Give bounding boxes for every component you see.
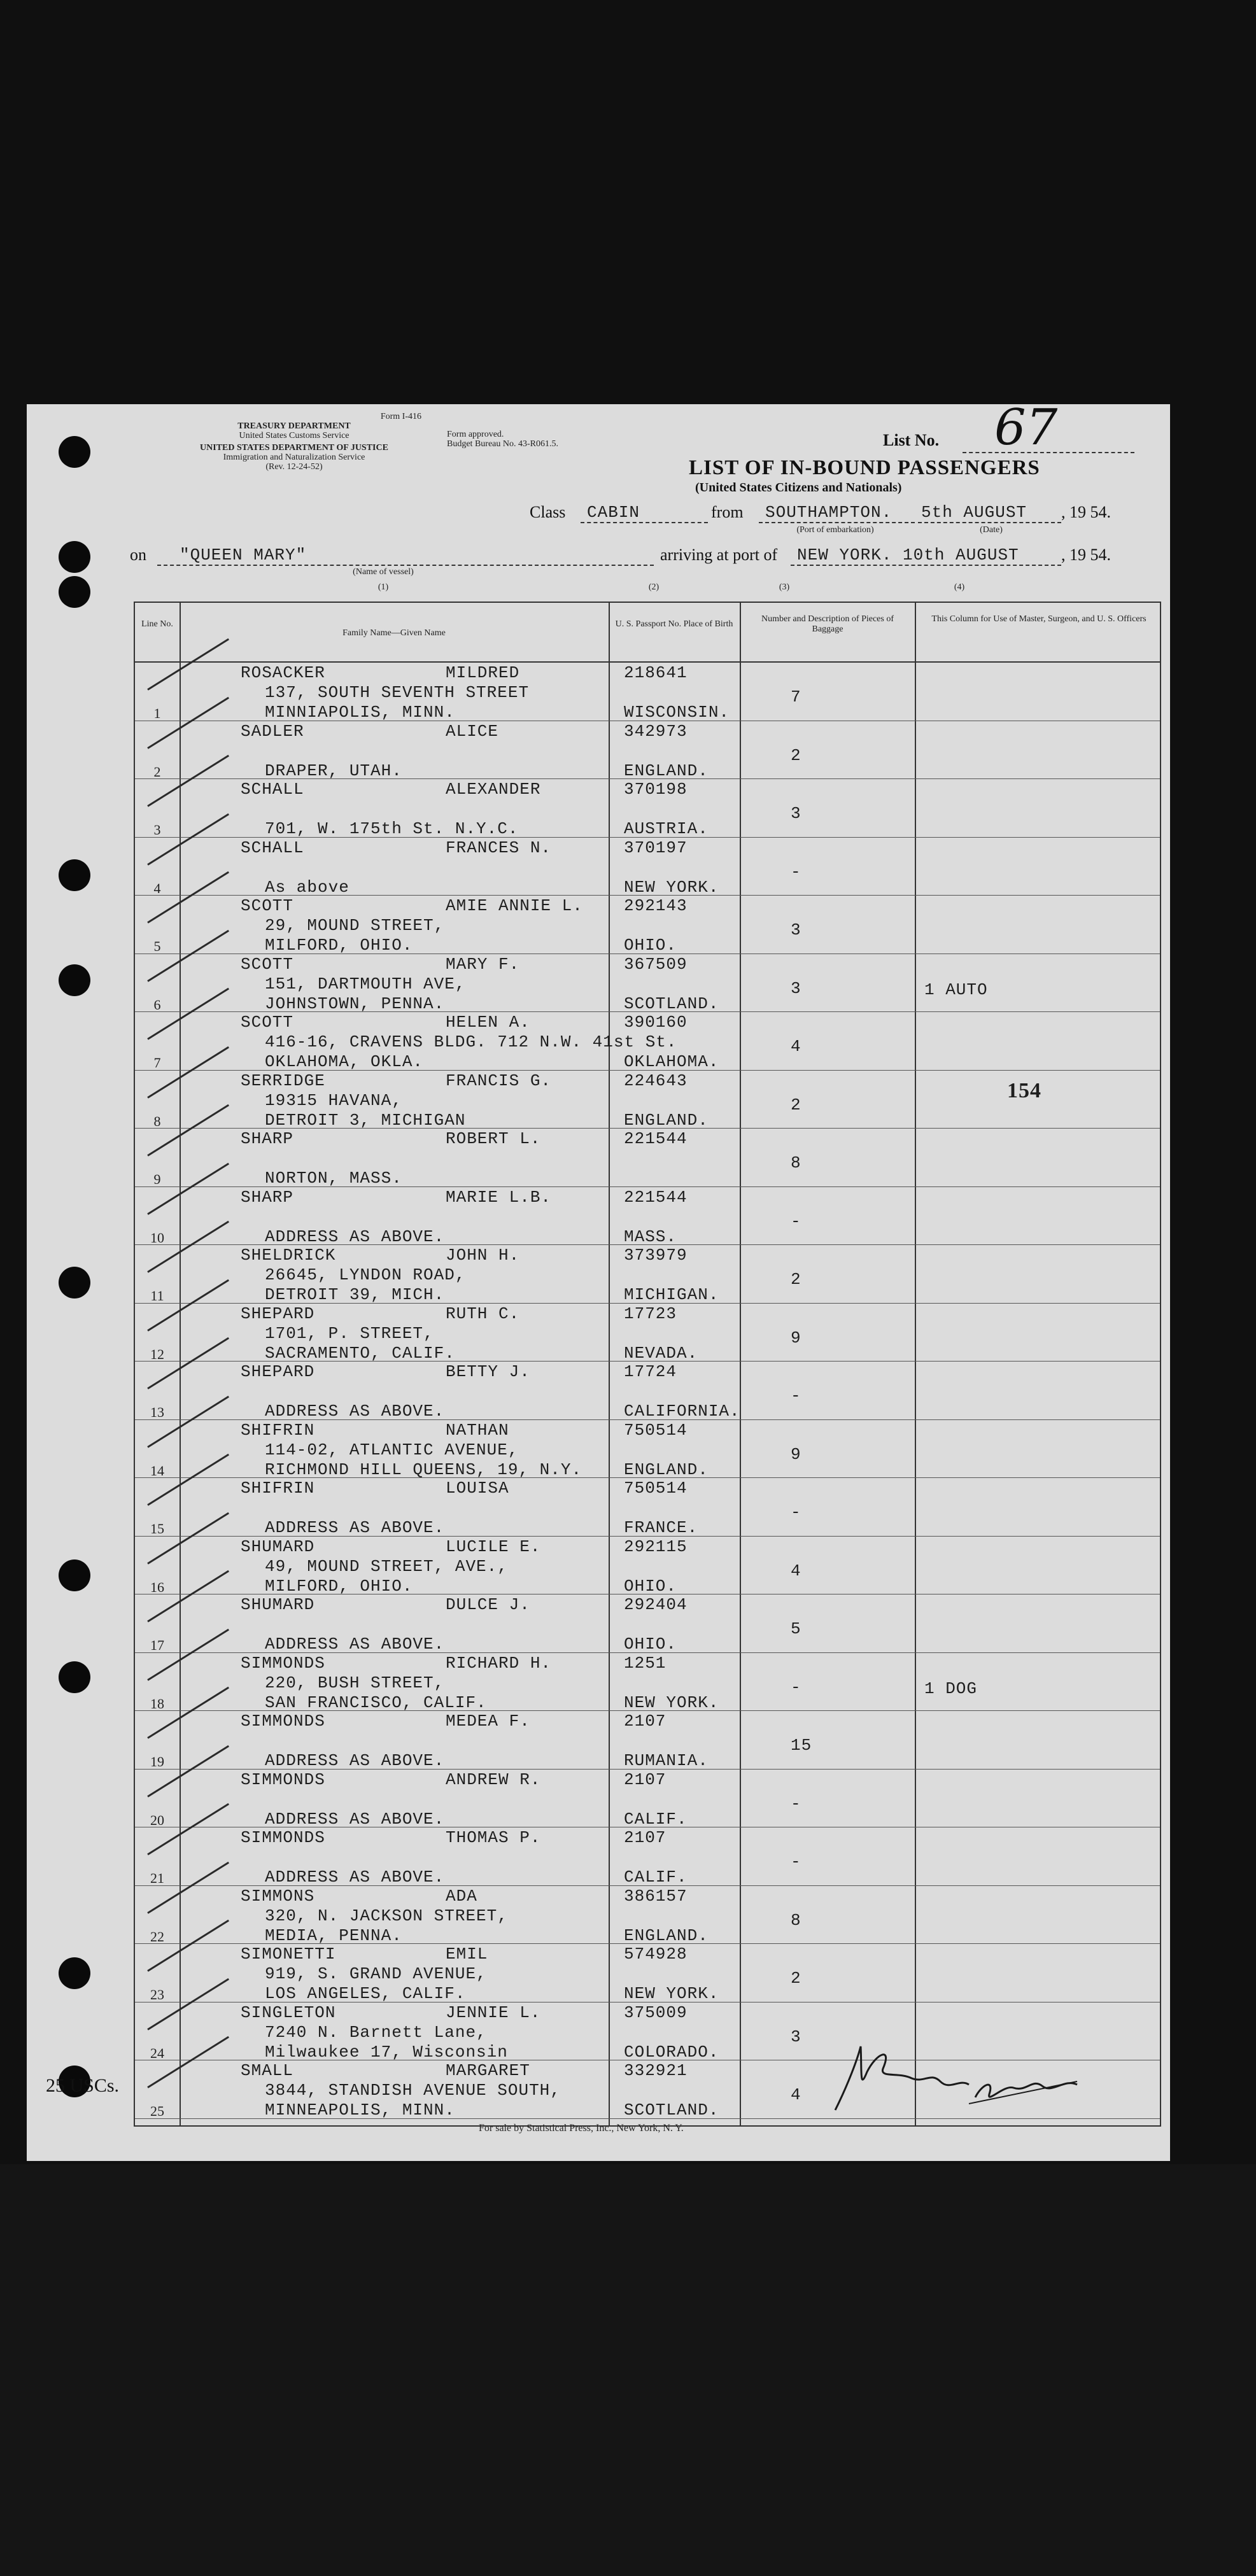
budget-bureau: Budget Bureau No. 43-R061.5. xyxy=(447,439,558,449)
col-head-line-no: Line No. xyxy=(141,619,173,629)
line-number: 15 xyxy=(150,1521,164,1537)
line-number: 23 xyxy=(150,1987,164,2002)
place-of-birth: OHIO. xyxy=(624,1635,677,1654)
row-rule xyxy=(135,1536,1160,1537)
address-line-1: 1701, P. STREET, xyxy=(265,1323,434,1343)
place-of-birth: CALIF. xyxy=(624,1809,688,1829)
passport-number: 292115 xyxy=(624,1537,688,1556)
given-name: FRANCIS G. xyxy=(446,1071,552,1090)
printer-credit: For sale by Statistical Press, Inc., New York, N. Y. xyxy=(479,2123,684,2134)
baggage-count: 15 xyxy=(791,1736,812,1755)
passport-number: 750514 xyxy=(624,1420,688,1440)
given-name: JENNIE L. xyxy=(446,2002,541,2022)
address-line-1: 29, MOUND STREET, xyxy=(265,916,445,935)
punch-hole xyxy=(59,541,90,573)
row-rule xyxy=(135,1011,1160,1012)
table-row xyxy=(135,1071,1160,1130)
surname: SHARP xyxy=(241,1129,294,1148)
table-row xyxy=(135,1712,1160,1770)
surname: SHIFRIN xyxy=(241,1420,315,1440)
passport-number: 2107 xyxy=(624,1770,667,1789)
address-line-1: 19315 HAVANA, xyxy=(265,1090,402,1110)
given-name: MARIE L.B. xyxy=(446,1187,552,1207)
col-marker-1: (1) xyxy=(378,582,389,592)
passport-number: 375009 xyxy=(624,2002,688,2022)
row-rule xyxy=(135,1885,1160,1886)
passport-number: 750514 xyxy=(624,1479,688,1498)
arrival-underline xyxy=(791,565,1061,566)
arriving-label: arriving at port of xyxy=(660,545,778,564)
class-label: Class xyxy=(530,503,566,521)
place-of-birth: NEVADA. xyxy=(624,1343,698,1363)
surname: SIMMONDS xyxy=(241,1653,325,1673)
line-number: 7 xyxy=(153,1055,161,1071)
given-name: ALEXANDER xyxy=(446,780,541,799)
given-name: FRANCES N. xyxy=(446,838,552,857)
port-caption: (Port of embarkation) xyxy=(796,525,874,535)
place-of-birth: CALIF. xyxy=(624,1868,688,1887)
passport-number: 224643 xyxy=(624,1071,688,1090)
punch-hole xyxy=(59,436,90,468)
given-name: LUCILE E. xyxy=(446,1537,541,1556)
line-number: 4 xyxy=(153,880,161,896)
list-no-value: 67 xyxy=(994,399,1058,456)
row-rule xyxy=(135,778,1160,779)
table-row xyxy=(135,780,1160,838)
address-line-2: LOS ANGELES, CALIF. xyxy=(265,1984,466,2003)
place-of-birth: OHIO. xyxy=(624,1576,677,1596)
col-head-passport: U. S. Passport No. Place of Birth xyxy=(615,619,733,629)
baggage-count: 3 xyxy=(791,804,801,823)
col-head-name: Family Name—Given Name xyxy=(342,628,446,638)
table-row xyxy=(135,1887,1160,1945)
surname: SIMMONDS xyxy=(241,1770,325,1789)
surname: SINGLETON xyxy=(241,2002,336,2022)
given-name: ADA xyxy=(446,1886,477,1906)
line-number: 5 xyxy=(153,938,161,954)
date-caption: (Date) xyxy=(980,525,1003,535)
baggage-count: 2 xyxy=(791,1270,801,1289)
officer-remark: 1 DOG xyxy=(924,1679,978,1698)
baggage-count: 3 xyxy=(791,978,801,998)
surname: SHUMARD xyxy=(241,1537,315,1556)
officer-remark: 154 xyxy=(1007,1078,1041,1102)
address-line-2: ADDRESS AS ABOVE. xyxy=(265,1868,445,1887)
punch-hole xyxy=(59,1661,90,1693)
address-line-1: 26645, LYNDON ROAD, xyxy=(265,1265,466,1284)
address-line-2: DRAPER, UTAH. xyxy=(265,761,402,780)
passport-number: 2107 xyxy=(624,1712,667,1731)
address-line-1: 137, SOUTH SEVENTH STREET xyxy=(265,683,530,702)
baggage-count: 3 xyxy=(791,920,801,940)
given-name: RICHARD H. xyxy=(446,1653,552,1673)
surname: SMALL xyxy=(241,2061,294,2080)
surname: SCOTT xyxy=(241,954,294,974)
address-line-2: 701, W. 175th St. N.Y.C. xyxy=(265,819,519,838)
table-row xyxy=(135,1654,1160,1712)
row-rule xyxy=(135,1943,1160,1944)
col-marker-3: (3) xyxy=(779,582,790,592)
surname: SHELDRICK xyxy=(241,1246,336,1265)
table-row xyxy=(135,1013,1160,1071)
given-name: EMIL xyxy=(446,1945,488,1964)
address-line-2: ADDRESS AS ABOVE. xyxy=(265,1402,445,1421)
line-number: 1 xyxy=(153,705,161,721)
surname: SHEPARD xyxy=(241,1304,315,1323)
surname: SHIFRIN xyxy=(241,1479,315,1498)
address-line-2: MEDIA, PENNA. xyxy=(265,1925,402,1945)
passport-number: 221544 xyxy=(624,1187,688,1207)
table-row xyxy=(135,1421,1160,1479)
baggage-count: 5 xyxy=(791,1619,801,1638)
table-row xyxy=(135,722,1160,780)
baggage-count: 4 xyxy=(791,2085,801,2104)
year-2: , 19 54. xyxy=(1061,545,1111,564)
baggage-count: 2 xyxy=(791,1969,801,1988)
place-of-birth: RUMANIA. xyxy=(624,1751,709,1770)
given-name: ALICE xyxy=(446,721,499,741)
baggage-count: - xyxy=(791,1211,801,1231)
punch-hole xyxy=(59,1957,90,1989)
row-rule xyxy=(135,837,1160,838)
line-number: 16 xyxy=(150,1579,164,1595)
place-of-birth: MASS. xyxy=(624,1227,677,1246)
given-name: HELEN A. xyxy=(446,1013,530,1032)
place-of-birth: NEW YORK. xyxy=(624,1984,719,2003)
embarkation-date: 5th AUGUST xyxy=(921,503,1027,522)
line-number: 14 xyxy=(150,1462,164,1479)
address-line-1: 919, S. GRAND AVENUE, xyxy=(265,1964,487,1983)
place-of-birth: MICHIGAN. xyxy=(624,1285,719,1304)
address-line-2: DETROIT 39, MICH. xyxy=(265,1285,445,1304)
address-line-2: ADDRESS AS ABOVE. xyxy=(265,1635,445,1654)
address-line-2: ADDRESS AS ABOVE. xyxy=(265,1751,445,1770)
passport-number: 574928 xyxy=(624,1945,688,1964)
given-name: JOHN H. xyxy=(446,1246,520,1265)
line-number: 17 xyxy=(150,1637,164,1653)
row-rule xyxy=(135,1419,1160,1420)
page-title: LIST OF IN-BOUND PASSENGERS xyxy=(689,456,1040,479)
baggage-count: - xyxy=(791,1852,801,1871)
justice-dept: UNITED STATES DEPARTMENT OF JUSTICE xyxy=(200,443,388,453)
table-row xyxy=(135,1595,1160,1654)
baggage-count: 2 xyxy=(791,745,801,765)
year-1: , 19 54. xyxy=(1061,503,1111,521)
scan-lower-band xyxy=(0,2164,1256,2576)
place-of-birth: ENGLAND. xyxy=(624,1925,709,1945)
line-number: 10 xyxy=(150,1229,164,1246)
place-of-birth: OHIO. xyxy=(624,936,677,955)
baggage-count: 9 xyxy=(791,1328,801,1348)
table-row xyxy=(135,1129,1160,1188)
address-line-2: MILFORD, OHIO. xyxy=(265,936,413,955)
punch-hole xyxy=(59,1559,90,1591)
passport-number: 221544 xyxy=(624,1129,688,1148)
place-of-birth: WISCONSIN. xyxy=(624,703,730,722)
place-of-birth: ENGLAND. xyxy=(624,761,709,780)
given-name: MILDRED xyxy=(446,663,520,682)
passport-number: 2107 xyxy=(624,1828,667,1847)
given-name: AMIE ANNIE L. xyxy=(446,896,583,915)
table-row xyxy=(135,1537,1160,1596)
customs-service: United States Customs Service xyxy=(239,431,349,440)
passport-number: 17724 xyxy=(624,1362,677,1381)
margin-note: 25 USCs. xyxy=(46,2075,120,2096)
surname: SIMMONDS xyxy=(241,1712,325,1731)
col-marker-2: (2) xyxy=(648,582,660,592)
given-name: NATHAN xyxy=(446,1420,509,1440)
list-no-label: List No. xyxy=(883,431,940,449)
address-line-2: RICHMOND HILL QUEENS, 19, N.Y. xyxy=(265,1460,582,1479)
place-of-birth: AUSTRIA. xyxy=(624,819,709,838)
class-value: CABIN xyxy=(587,503,640,522)
line-number: 24 xyxy=(150,2045,164,2061)
from-underline xyxy=(759,522,915,523)
address-line-2: As above xyxy=(265,877,349,897)
passport-number: 373979 xyxy=(624,1246,688,1265)
passport-number: 1251 xyxy=(624,1653,667,1673)
passport-number: 367509 xyxy=(624,954,688,974)
surname: SHEPARD xyxy=(241,1362,315,1381)
col-head-officers: This Column for Use of Master, Surgeon, and U. S. Officers xyxy=(931,614,1147,624)
punch-hole xyxy=(59,1267,90,1299)
date-underline xyxy=(918,522,1061,523)
address-line-2: JOHNSTOWN, PENNA. xyxy=(265,994,445,1013)
surname: SHARP xyxy=(241,1187,294,1207)
row-rule xyxy=(135,1477,1160,1478)
surname: SCOTT xyxy=(241,1013,294,1032)
address-line-2: ADDRESS AS ABOVE. xyxy=(265,1809,445,1829)
given-name: ANDREW R. xyxy=(446,1770,541,1789)
arrival-port-date: NEW YORK. 10th AUGUST xyxy=(797,545,1019,565)
surname: SIMMONDS xyxy=(241,1828,325,1847)
baggage-count: - xyxy=(791,1794,801,1813)
address-line-2: ADDRESS AS ABOVE. xyxy=(265,1518,445,1537)
given-name: BETTY J. xyxy=(446,1362,530,1381)
given-name: ROBERT L. xyxy=(446,1129,541,1148)
address-line-2: OKLAHOMA, OKLA. xyxy=(265,1052,424,1071)
passport-number: 17723 xyxy=(624,1304,677,1323)
address-line-2: NORTON, MASS. xyxy=(265,1169,402,1188)
passport-number: 292404 xyxy=(624,1595,688,1614)
line-number: 8 xyxy=(153,1113,161,1129)
passport-number: 342973 xyxy=(624,721,688,741)
baggage-count: 9 xyxy=(791,1444,801,1464)
place-of-birth: NEW YORK. xyxy=(624,877,719,897)
passport-number: 386157 xyxy=(624,1886,688,1906)
from-label: from xyxy=(711,503,744,521)
handwritten-signature xyxy=(822,2034,1103,2116)
given-name: MEDEA F. xyxy=(446,1712,530,1731)
line-number: 21 xyxy=(150,1870,164,1886)
form-number: Form I-416 xyxy=(380,412,421,421)
revision: (Rev. 12-24-52) xyxy=(265,462,323,472)
page-subtitle: (United States Citizens and Nationals) xyxy=(695,481,902,495)
given-name: RUTH C. xyxy=(446,1304,520,1323)
place-of-birth: ENGLAND. xyxy=(624,1110,709,1130)
baggage-count: 8 xyxy=(791,1910,801,1930)
address-line-2: DETROIT 3, MICHIGAN xyxy=(265,1110,466,1130)
surname: ROSACKER xyxy=(241,663,325,682)
row-rule xyxy=(135,1769,1160,1770)
form-approved: Form approved. xyxy=(447,430,504,439)
address-line-2: SACRAMENTO, CALIF. xyxy=(265,1343,455,1363)
check-mark xyxy=(147,638,229,691)
row-rule xyxy=(135,1128,1160,1129)
manifest-sheet xyxy=(27,399,1170,2161)
surname: SIMMONS xyxy=(241,1886,315,1906)
surname: SCHALL xyxy=(241,780,304,799)
line-number: 13 xyxy=(150,1404,164,1420)
on-label: on xyxy=(130,545,146,564)
address-line-2: Milwaukee 17, Wisconsin xyxy=(265,2042,508,2062)
passport-number: 292143 xyxy=(624,896,688,915)
address-line-2: MILFORD, OHIO. xyxy=(265,1576,413,1596)
place-of-birth: SCOTLAND. xyxy=(624,2101,719,2120)
col-marker-4: (4) xyxy=(954,582,965,592)
given-name: MARY F. xyxy=(446,954,520,974)
row-rule xyxy=(135,1070,1160,1071)
line-number: 25 xyxy=(150,2103,164,2119)
port-of-embarkation: SOUTHAMPTON. xyxy=(765,503,893,522)
line-number: 9 xyxy=(153,1171,161,1187)
treasury-dept: TREASURY DEPARTMENT xyxy=(237,421,351,431)
line-number: 18 xyxy=(150,1695,164,1712)
passport-number: 370197 xyxy=(624,838,688,857)
address-line-1: 7240 N. Barnett Lane, xyxy=(265,2022,487,2042)
place-of-birth: ENGLAND. xyxy=(624,1460,709,1479)
vessel-underline xyxy=(157,565,654,566)
given-name: LOUISA xyxy=(446,1479,509,1498)
line-number: 22 xyxy=(150,1928,164,1945)
surname: SERRIDGE xyxy=(241,1071,325,1090)
col-head-baggage: Number and Description of Pieces of Baggage xyxy=(761,614,894,634)
place-of-birth: CALIFORNIA. xyxy=(624,1402,740,1421)
address-line-2: MINNIAPOLIS, MINN. xyxy=(265,703,455,722)
approval-block xyxy=(447,430,593,449)
address-line-1: 151, DARTMOUTH AVE, xyxy=(265,974,466,994)
baggage-count: 7 xyxy=(791,687,801,707)
table-row xyxy=(135,1188,1160,1246)
row-rule xyxy=(135,895,1160,896)
line-number: 11 xyxy=(150,1288,164,1304)
baggage-count: 8 xyxy=(791,1153,801,1172)
place-of-birth: SCOTLAND. xyxy=(624,994,719,1013)
line-number: 19 xyxy=(150,1754,164,1770)
baggage-count: - xyxy=(791,1503,801,1522)
table-row xyxy=(135,1770,1160,1829)
form-department-block xyxy=(129,412,460,472)
line-number: 12 xyxy=(150,1346,164,1362)
surname: SHUMARD xyxy=(241,1595,315,1614)
place-of-birth: COLORADO. xyxy=(624,2042,719,2062)
punch-hole xyxy=(59,964,90,996)
row-rule xyxy=(135,1710,1160,1711)
line-number: 2 xyxy=(153,763,161,780)
passport-number: 218641 xyxy=(624,663,688,682)
baggage-count: 2 xyxy=(791,1095,801,1115)
vessel-caption: (Name of vessel) xyxy=(353,567,414,577)
place-of-birth: OKLAHOMA. xyxy=(624,1052,719,1071)
table-row xyxy=(135,1362,1160,1421)
address-line-2: SAN FRANCISCO, CALIF. xyxy=(265,1693,487,1712)
table-row xyxy=(135,1479,1160,1537)
row-rule xyxy=(135,2118,1160,2119)
table-row xyxy=(135,663,1160,722)
passport-number: 370198 xyxy=(624,780,688,799)
table-row xyxy=(135,1828,1160,1887)
surname: SCOTT xyxy=(241,896,294,915)
officer-remark: 1 AUTO xyxy=(924,980,988,999)
vessel-name: "QUEEN MARY" xyxy=(180,545,307,565)
row-rule xyxy=(135,1303,1160,1304)
address-line-1: 49, MOUND STREET, AVE., xyxy=(265,1556,508,1576)
passenger-table xyxy=(134,602,1161,2127)
address-line-2: ADDRESS AS ABOVE. xyxy=(265,1227,445,1246)
baggage-count: 3 xyxy=(791,2027,801,2046)
address-line-1: 320, N. JACKSON STREET, xyxy=(265,1906,508,1925)
surname: SADLER xyxy=(241,721,304,741)
address-line-1: 3844, STANDISH AVENUE SOUTH, xyxy=(265,2081,561,2100)
punch-hole xyxy=(59,576,90,608)
address-line-2: MINNEAPOLIS, MINN. xyxy=(265,2101,455,2120)
ins-service: Immigration and Naturalization Service xyxy=(223,453,365,462)
address-line-1: 416-16, CRAVENS BLDG. 712 N.W. 41st St. xyxy=(265,1032,677,1052)
baggage-count: 4 xyxy=(791,1037,801,1056)
table-row xyxy=(135,1246,1160,1304)
surname: SCHALL xyxy=(241,838,304,857)
punch-hole xyxy=(59,859,90,891)
line-number: 6 xyxy=(153,996,161,1013)
row-rule xyxy=(135,1186,1160,1187)
place-of-birth: FRANCE. xyxy=(624,1518,698,1537)
header-rule xyxy=(135,661,1160,663)
baggage-count: 4 xyxy=(791,1561,801,1580)
passport-number: 390160 xyxy=(624,1013,688,1032)
table-row xyxy=(135,1304,1160,1363)
surname: SIMONETTI xyxy=(241,1945,336,1964)
table-row xyxy=(135,896,1160,955)
row-rule xyxy=(135,1652,1160,1653)
given-name: MARGARET xyxy=(446,2061,530,2080)
row-rule xyxy=(135,1244,1160,1245)
given-name: THOMAS P. xyxy=(446,1828,541,1847)
line-number: 3 xyxy=(153,822,161,838)
address-line-1: 220, BUSH STREET, xyxy=(265,1673,445,1693)
baggage-count: - xyxy=(791,862,801,882)
table-row xyxy=(135,1945,1160,2003)
table-row xyxy=(135,955,1160,1013)
address-line-1: 114-02, ATLANTIC AVENUE, xyxy=(265,1440,519,1460)
baggage-count: - xyxy=(791,1677,801,1697)
passport-number: 332921 xyxy=(624,2061,688,2080)
place-of-birth: NEW YORK. xyxy=(624,1693,719,1712)
baggage-count: - xyxy=(791,1386,801,1405)
line-number: 20 xyxy=(150,1812,164,1828)
row-rule xyxy=(135,1361,1160,1362)
given-name: DULCE J. xyxy=(446,1595,530,1614)
table-row xyxy=(135,838,1160,897)
class-underline xyxy=(581,522,708,523)
